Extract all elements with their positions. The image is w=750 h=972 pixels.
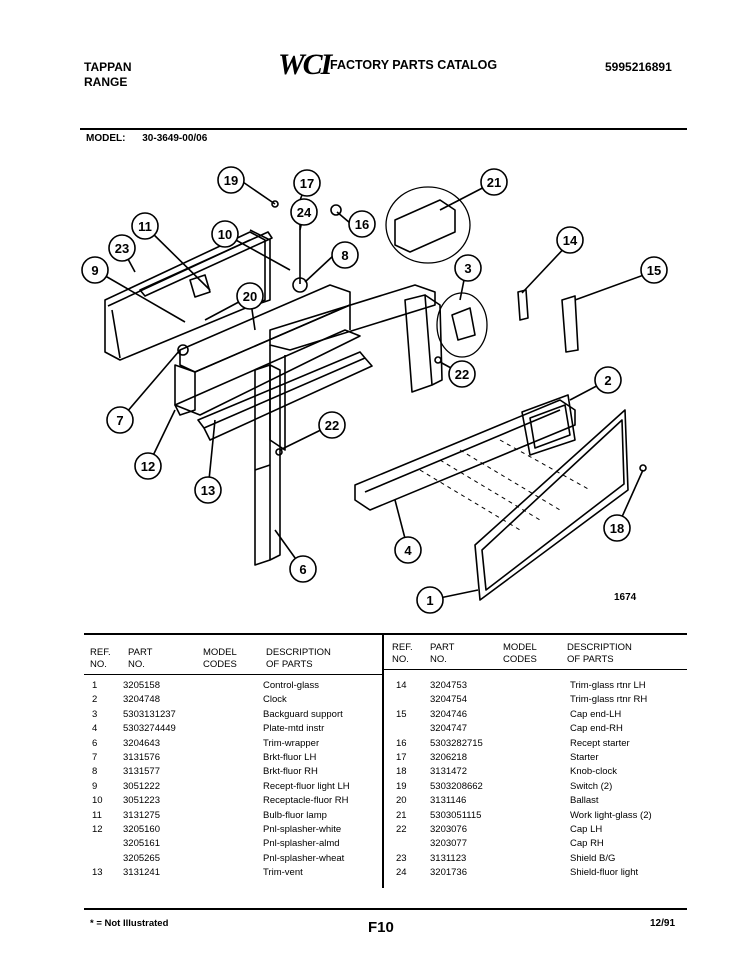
part-number-cell: 3205158 bbox=[123, 680, 160, 691]
callout-11 bbox=[132, 213, 158, 239]
svg-text:6: 6 bbox=[299, 562, 307, 577]
part-number-cell: 3205265 bbox=[123, 852, 160, 864]
ref-cell: 1 bbox=[92, 680, 98, 691]
svg-text:23: 23 bbox=[114, 241, 130, 256]
work-light-glass-shape bbox=[395, 200, 455, 252]
description-cell: Pnl-splasher-wheat bbox=[263, 852, 345, 864]
page-id: F10 bbox=[368, 919, 394, 936]
ref-cell: 20 bbox=[396, 795, 407, 807]
ref-cell: 24 bbox=[396, 867, 407, 879]
description-cell: Starter bbox=[570, 752, 599, 763]
table-row bbox=[0, 693, 750, 707]
part-number-cell: 3204748 bbox=[123, 694, 160, 706]
table-row bbox=[0, 809, 750, 823]
brand-line-2: RANGE bbox=[84, 75, 128, 89]
table-row bbox=[0, 737, 750, 751]
table-row bbox=[0, 780, 750, 794]
description-cell: Control-glass bbox=[263, 680, 319, 691]
ref-cell: 16 bbox=[396, 737, 407, 749]
callout-2 bbox=[595, 367, 621, 393]
svg-text:19: 19 bbox=[223, 173, 239, 188]
ref-cell: 12 bbox=[92, 824, 103, 835]
left-col-model-header: MODEL CODES bbox=[203, 647, 237, 670]
brand-line-1: TAPPAN bbox=[84, 60, 132, 74]
ref-cell: 17 bbox=[396, 752, 407, 763]
description-cell: Cap end-RH bbox=[570, 723, 623, 735]
svg-text:21: 21 bbox=[486, 175, 502, 190]
callout-16 bbox=[349, 211, 375, 237]
table-top-rule bbox=[84, 633, 687, 635]
table-row bbox=[0, 794, 750, 808]
ref-cell: 21 bbox=[396, 809, 407, 821]
table-row bbox=[0, 722, 750, 736]
svg-text:18: 18 bbox=[609, 521, 625, 536]
description-cell: Cap LH bbox=[570, 824, 603, 835]
wci-logo: WCI bbox=[278, 48, 331, 81]
ref-cell: 19 bbox=[396, 780, 407, 792]
trim-retainer-shape bbox=[518, 290, 528, 320]
svg-text:17: 17 bbox=[299, 176, 315, 191]
description-cell: Bulb-fluor lamp bbox=[263, 809, 327, 821]
svg-text:8: 8 bbox=[341, 248, 349, 263]
description-cell: Knob-clock bbox=[570, 766, 617, 778]
catalog-title: FACTORY PARTS CATALOG bbox=[330, 58, 498, 72]
ref-cell: 8 bbox=[92, 766, 98, 778]
description-cell: Ballast bbox=[570, 795, 599, 807]
table-row bbox=[0, 866, 750, 880]
model-number: 30-3649-00/06 bbox=[142, 133, 208, 144]
figure-number: 1674 bbox=[614, 592, 637, 603]
right-col-part-header: PART NO. bbox=[430, 642, 455, 665]
callout-1 bbox=[417, 587, 443, 613]
table-row bbox=[0, 823, 750, 837]
part-number-cell: 3131146 bbox=[430, 795, 467, 807]
callout-13 bbox=[195, 477, 221, 503]
description-cell: Switch (2) bbox=[570, 780, 613, 792]
svg-text:2: 2 bbox=[604, 373, 612, 388]
part-number-cell: 3051222 bbox=[123, 780, 160, 792]
part-number-cell: 3131123 bbox=[430, 852, 467, 864]
svg-text:14: 14 bbox=[562, 233, 578, 248]
callout-19 bbox=[218, 167, 244, 193]
callout-12 bbox=[135, 453, 161, 479]
right-col-ref-header: REF. NO. bbox=[392, 642, 413, 665]
ref-cell: 3 bbox=[92, 708, 98, 720]
part-number-cell: 3203077 bbox=[430, 838, 467, 850]
description-cell: Cap RH bbox=[570, 838, 604, 850]
ref-cell: 4 bbox=[92, 723, 98, 735]
part-number-cell: 3205161 bbox=[123, 838, 160, 850]
description-cell: Cap end-LH bbox=[570, 708, 622, 720]
part-number-cell: 3051223 bbox=[123, 795, 160, 807]
callout-14 bbox=[557, 227, 583, 253]
callout-21 bbox=[481, 169, 507, 195]
not-illustrated-note: * = Not Illustrated bbox=[90, 918, 169, 929]
svg-text:11: 11 bbox=[138, 219, 152, 234]
description-cell: Pnl-splasher-almd bbox=[263, 838, 340, 850]
part-number-cell: 3131472 bbox=[430, 766, 467, 778]
part-number-cell: 3203076 bbox=[430, 824, 467, 835]
right-col-desc-header: DESCRIPTION OF PARTS bbox=[567, 642, 632, 665]
left-col-desc-header: DESCRIPTION OF PARTS bbox=[266, 647, 331, 670]
description-cell: Receptacle-fluor RH bbox=[263, 795, 349, 807]
ref-cell: 2 bbox=[92, 694, 98, 706]
callout-8 bbox=[332, 242, 358, 268]
footer-rule bbox=[84, 908, 687, 910]
callout-17 bbox=[294, 170, 320, 196]
part-number-cell: 3204643 bbox=[123, 737, 160, 749]
right-col-model-header: MODEL CODES bbox=[503, 642, 537, 665]
part-number-cell: 3205160 bbox=[123, 824, 160, 835]
part-number-cell: 5303051115 bbox=[430, 809, 482, 821]
part-number-cell: 3204747 bbox=[430, 723, 467, 735]
part-number-cell: 3131275 bbox=[123, 809, 160, 821]
model-label: MODEL: bbox=[86, 133, 126, 144]
cap-end-shape bbox=[562, 296, 578, 352]
description-cell: Trim-wrapper bbox=[263, 737, 320, 749]
right-header-rule bbox=[383, 669, 687, 670]
ref-cell: 6 bbox=[92, 737, 98, 749]
part-number-cell: 3201736 bbox=[430, 867, 467, 879]
callout-20 bbox=[237, 283, 263, 309]
description-cell: Trim-vent bbox=[263, 867, 303, 879]
ref-cell: 18 bbox=[396, 766, 407, 778]
callout-9 bbox=[82, 257, 108, 283]
left-col-ref-header: REF. NO. bbox=[90, 647, 111, 670]
part-number-cell: 3131576 bbox=[123, 752, 160, 763]
callout-22-right bbox=[449, 361, 475, 387]
ref-cell: 13 bbox=[92, 867, 103, 879]
callout-7 bbox=[107, 407, 133, 433]
part-number-cell: 3204754 bbox=[430, 694, 467, 706]
callout-group bbox=[82, 167, 667, 613]
svg-text:16: 16 bbox=[354, 217, 370, 232]
svg-text:7: 7 bbox=[116, 413, 124, 428]
svg-text:24: 24 bbox=[296, 205, 312, 220]
svg-text:15: 15 bbox=[646, 263, 662, 278]
description-cell: Backguard support bbox=[263, 708, 343, 720]
svg-text:12: 12 bbox=[140, 459, 156, 474]
revision-date: 12/91 bbox=[650, 918, 676, 929]
part-number-cell: 3131241 bbox=[123, 867, 160, 879]
svg-text:10: 10 bbox=[217, 227, 233, 242]
ref-cell: 11 bbox=[92, 809, 102, 821]
callout-18 bbox=[604, 515, 630, 541]
ref-cell: 15 bbox=[396, 708, 407, 720]
svg-text:3: 3 bbox=[464, 261, 472, 276]
catalog-number: 5995216891 bbox=[605, 60, 672, 74]
svg-text:4: 4 bbox=[404, 543, 412, 558]
description-cell: Brkt-fluor LH bbox=[263, 752, 317, 763]
ref-cell: 22 bbox=[396, 824, 407, 835]
description-cell: Trim-glass rtnr LH bbox=[570, 680, 646, 691]
description-cell: Shield-fluor light bbox=[570, 867, 639, 879]
part-number-cell: 5303208662 bbox=[430, 780, 483, 792]
description-cell: Plate-mtd instr bbox=[263, 723, 325, 735]
callout-3 bbox=[455, 255, 481, 281]
part-number-cell: 5303131237 bbox=[123, 708, 176, 720]
description-cell: Recept starter bbox=[570, 737, 630, 749]
callout-15 bbox=[641, 257, 667, 283]
description-cell: Brkt-fluor RH bbox=[263, 766, 318, 778]
ref-cell: 9 bbox=[92, 780, 98, 792]
callout-10 bbox=[212, 221, 238, 247]
ref-cell: 10 bbox=[92, 795, 103, 807]
table-row bbox=[0, 708, 750, 722]
part-number-cell: 3131577 bbox=[123, 766, 160, 778]
callout-4 bbox=[395, 537, 421, 563]
svg-text:13: 13 bbox=[200, 483, 216, 498]
description-cell: Pnl-splasher-white bbox=[263, 824, 342, 835]
table-row bbox=[0, 852, 750, 866]
ref-cell: 14 bbox=[396, 680, 407, 691]
svg-text:22: 22 bbox=[454, 367, 470, 382]
ref-cell: 7 bbox=[92, 752, 98, 763]
svg-text:22: 22 bbox=[324, 418, 340, 433]
ref-cell: 23 bbox=[396, 852, 407, 864]
part-number-cell: 5303282715 bbox=[430, 737, 483, 749]
table-row bbox=[0, 679, 750, 693]
table-row bbox=[0, 837, 750, 851]
callout-6 bbox=[290, 556, 316, 582]
table-row bbox=[0, 765, 750, 779]
svg-text:9: 9 bbox=[91, 263, 99, 278]
description-cell: Clock bbox=[263, 694, 287, 706]
callout-24 bbox=[291, 199, 317, 225]
callout-22-left bbox=[319, 412, 345, 438]
left-col-part-header: PART NO. bbox=[128, 647, 153, 670]
part-number-cell: 5303274449 bbox=[123, 723, 176, 735]
table-row bbox=[0, 751, 750, 765]
svg-text:1: 1 bbox=[426, 593, 434, 608]
part-number-cell: 3206218 bbox=[430, 752, 467, 763]
description-cell: Recept-fluor light LH bbox=[263, 780, 350, 792]
description-cell: Shield B/G bbox=[570, 852, 616, 864]
svg-text:20: 20 bbox=[242, 289, 258, 304]
part-number-cell: 3204753 bbox=[430, 680, 467, 691]
left-header-rule bbox=[84, 674, 382, 675]
part-number-cell: 3204746 bbox=[430, 708, 467, 720]
description-cell: Trim-glass rtnr RH bbox=[570, 694, 648, 706]
callout-23 bbox=[109, 235, 135, 261]
description-cell: Work light-glass (2) bbox=[570, 809, 652, 821]
